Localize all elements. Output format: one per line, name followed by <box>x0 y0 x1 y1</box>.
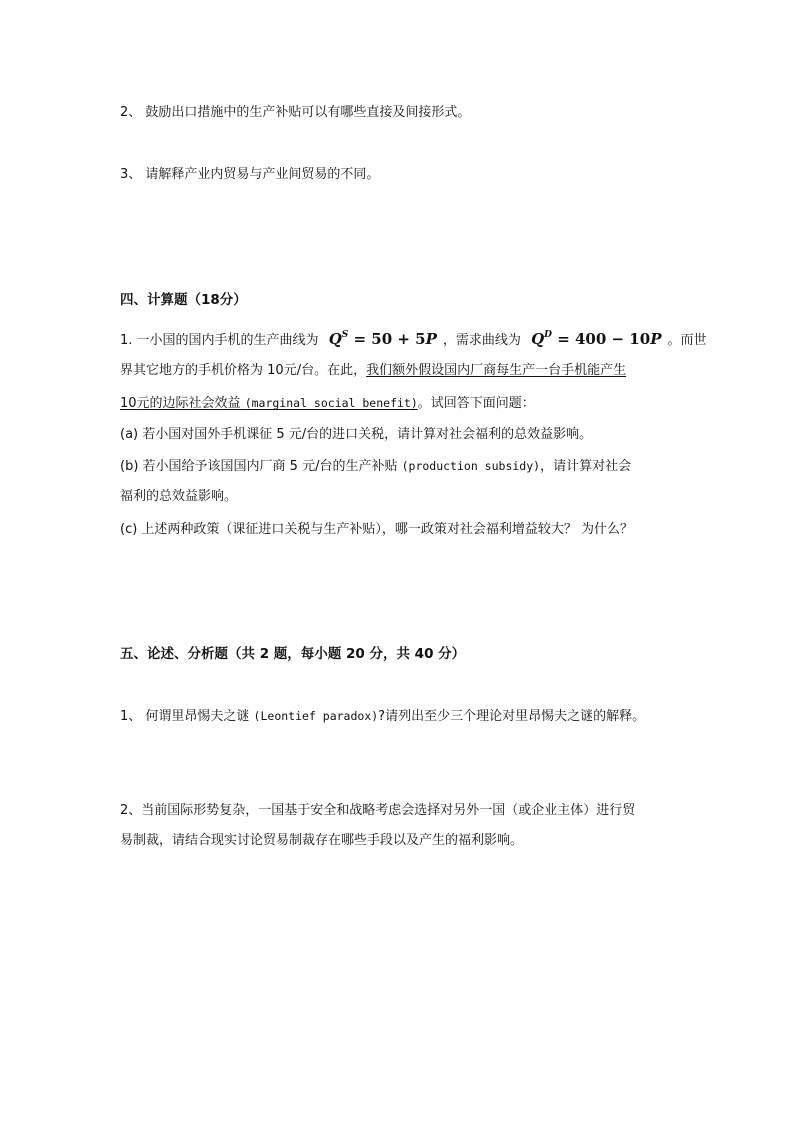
question-a <box>120 425 592 445</box>
section-5-heading-text: 五、论述、分析题（共 2 题，每小题 20 分，共 40 分） <box>120 646 466 662</box>
problem-1-line-3: 10元的边际社会效益 (marginal social benefit)。试回答下面问题： <box>120 396 535 411</box>
production-subsidy-term: (production subsidy) <box>401 459 541 473</box>
question-c-text: (c) 上述两种政策（课征进口关税与生产补贴），哪一政策对社会福利增益较大？ 为什么？ <box>120 522 634 537</box>
problem-1-intro: 1. 一小国的国内手机的生产曲线为 <box>120 333 319 348</box>
demand-intro: ，需求曲线为 <box>442 333 521 348</box>
question-c <box>120 520 633 540</box>
leontief-paradox-term: (Leontief paradox) <box>253 709 379 723</box>
essay-question-2-line-1: 2、当前国际形势复杂，一国基于安全和战略考虑会选择对另外一国（或企业主体）进行贸 <box>120 803 636 818</box>
question-3-2-text: 2、 鼓励出口措施中的生产补贴可以有哪些直接及间接形式。 <box>120 105 471 120</box>
problem-1-line-1 <box>120 325 706 351</box>
problem-1-line-1-end: 。而世 <box>667 333 707 348</box>
essay-question-2-line-2: 易制裁，请结合现实讨论贸易制裁存在哪些手段以及产生的福利影响。 <box>120 833 524 848</box>
assumption-underlined: 我们额外假设国内厂商每生产一台手机能产生 <box>366 363 627 378</box>
question-3-3-text: 3、 请解释产业内贸易与产业间贸易的不同。 <box>120 167 380 182</box>
marginal-social-benefit: 10元的边际社会效益 (marginal social benefit) <box>120 396 418 411</box>
question-b-line-1: (b) 若小国给予该国国内厂商 5 元/台的生产补贴 (production subsidy)，请计算对社会 <box>120 459 632 474</box>
question-a-text: (a) 若小国对国外手机课征 5 元/台的进口关税，请计算对社会福利的总效益影响。 <box>120 427 593 442</box>
section-4-heading-text: 四、计算题（18分） <box>120 292 247 308</box>
demand-equation: $Q^D = 400 - 10P$ <box>531 330 662 348</box>
question-b-line-2: 福利的总效益影响。 <box>120 489 238 504</box>
section-4-heading <box>120 290 247 310</box>
question-3-2 <box>120 103 470 123</box>
problem-1-line-2: 界其它地方的手机价格为 10元/台。在此，我们额外假设国内厂商每生产一台手机能产生 <box>120 363 627 378</box>
section-5-heading <box>120 644 465 664</box>
essay-question-1: 1、 何谓里昂惕夫之谜 (Leontief paradox)?请列出至少三个理论对里昂惕夫之谜的解释。 <box>120 709 646 724</box>
supply-equation: $Q^S = 50 + 5P$ <box>328 330 437 348</box>
question-3-3 <box>120 165 379 185</box>
